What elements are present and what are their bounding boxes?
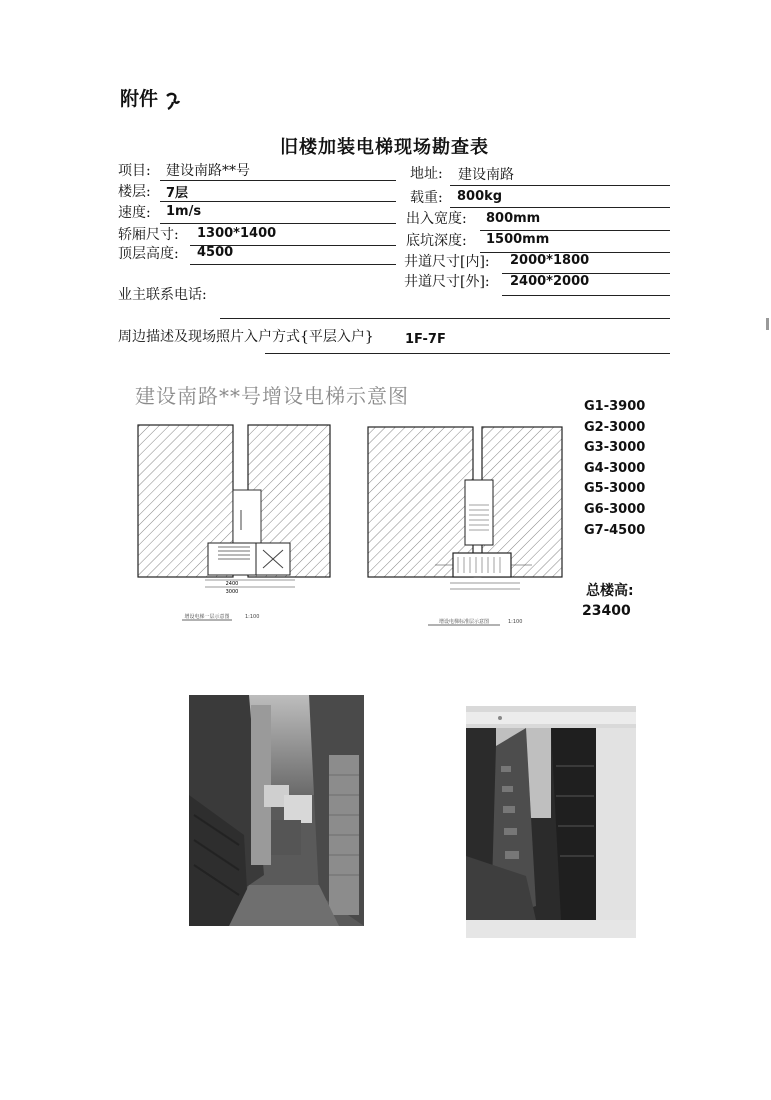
project-value: 建设南路**号 bbox=[166, 163, 250, 179]
diagram-title: 建设南路**号增设电梯示意图 bbox=[135, 384, 409, 408]
car-size-value: 1300*1400 bbox=[197, 226, 277, 241]
shaft-outer-underline bbox=[502, 295, 670, 296]
floor-height-item: G6-3000 bbox=[584, 501, 646, 517]
standard-floor-caption: 增设电梯标准层示意图 bbox=[438, 619, 490, 625]
floors-value: 7层 bbox=[166, 186, 189, 201]
car-size-label: 轿厢尺寸: bbox=[118, 227, 179, 243]
shaft-inner-value: 2000*1800 bbox=[510, 253, 590, 268]
load-label: 载重: bbox=[410, 190, 443, 206]
door-width-label: 出入宽度: bbox=[406, 211, 467, 227]
site-photo-alley bbox=[189, 695, 364, 926]
surroundings-underline bbox=[265, 353, 670, 354]
floors-label: 楼层: bbox=[118, 184, 151, 200]
floors-underline bbox=[160, 201, 396, 202]
floor-height-item: G7-4500 bbox=[584, 522, 646, 538]
speed-value: 1m/s bbox=[166, 204, 202, 219]
top-height-label: 顶层高度: bbox=[118, 246, 179, 262]
scan-edge-mark bbox=[766, 318, 769, 330]
floor-heights-list bbox=[584, 397, 645, 541]
load-value: 800kg bbox=[457, 189, 503, 204]
top-height-value: 4500 bbox=[197, 245, 234, 260]
top-height-underline bbox=[190, 264, 396, 265]
page-title: 旧楼加装电梯现场勘查表 bbox=[280, 137, 489, 158]
speed-underline bbox=[160, 223, 396, 224]
surroundings-label: 周边描述及现场照片入户方式{平层入户} bbox=[118, 329, 374, 345]
svg-text:3000: 3000 bbox=[225, 589, 239, 595]
surroundings-value: 1F-7F bbox=[405, 332, 446, 347]
floor-height-item: G5-3000 bbox=[584, 481, 646, 497]
ground-floor-scale: 1:100 bbox=[245, 614, 260, 620]
pit-depth-value: 1500mm bbox=[486, 232, 550, 247]
standard-floor-plan bbox=[368, 427, 562, 625]
shaft-inner-label: 井道尺寸[内]: bbox=[404, 254, 490, 270]
address-underline bbox=[450, 185, 670, 186]
owner-phone-underline bbox=[220, 318, 670, 319]
floor-height-item: G1-3900 bbox=[584, 399, 646, 414]
attachment-label bbox=[120, 84, 181, 111]
pit-depth-label: 底坑深度: bbox=[406, 233, 467, 249]
load-underline bbox=[450, 207, 670, 208]
ground-floor-caption: 增设电梯一层示意图 bbox=[184, 614, 230, 620]
svg-text:2400: 2400 bbox=[225, 581, 239, 587]
handwritten-mark bbox=[165, 90, 181, 110]
floor-height-item: G2-3000 bbox=[584, 419, 646, 435]
ground-floor-plan bbox=[138, 425, 330, 620]
floor-height-item: G3-3000 bbox=[584, 440, 646, 456]
attachment-text: 附件 bbox=[120, 88, 159, 110]
owner-phone-label: 业主联系电话: bbox=[118, 287, 207, 303]
speed-label: 速度: bbox=[118, 205, 151, 221]
total-height-value: 23400 bbox=[582, 603, 631, 619]
door-width-underline bbox=[480, 230, 670, 231]
floor-height-item: G4-3000 bbox=[584, 460, 646, 476]
total-height-label: 总楼高: bbox=[586, 583, 634, 599]
shaft-outer-label: 井道尺寸[外]: bbox=[404, 274, 490, 290]
site-photo-facade bbox=[466, 706, 636, 938]
shaft-outer-value: 2400*2000 bbox=[510, 274, 590, 289]
address-label: 地址: bbox=[410, 166, 443, 182]
floor-plans bbox=[120, 415, 565, 630]
address-value: 建设南路 bbox=[458, 167, 514, 183]
standard-floor-scale: 1:100 bbox=[508, 619, 523, 625]
project-label: 项目: bbox=[118, 163, 151, 179]
door-width-value: 800mm bbox=[486, 211, 541, 226]
project-underline bbox=[160, 180, 396, 181]
